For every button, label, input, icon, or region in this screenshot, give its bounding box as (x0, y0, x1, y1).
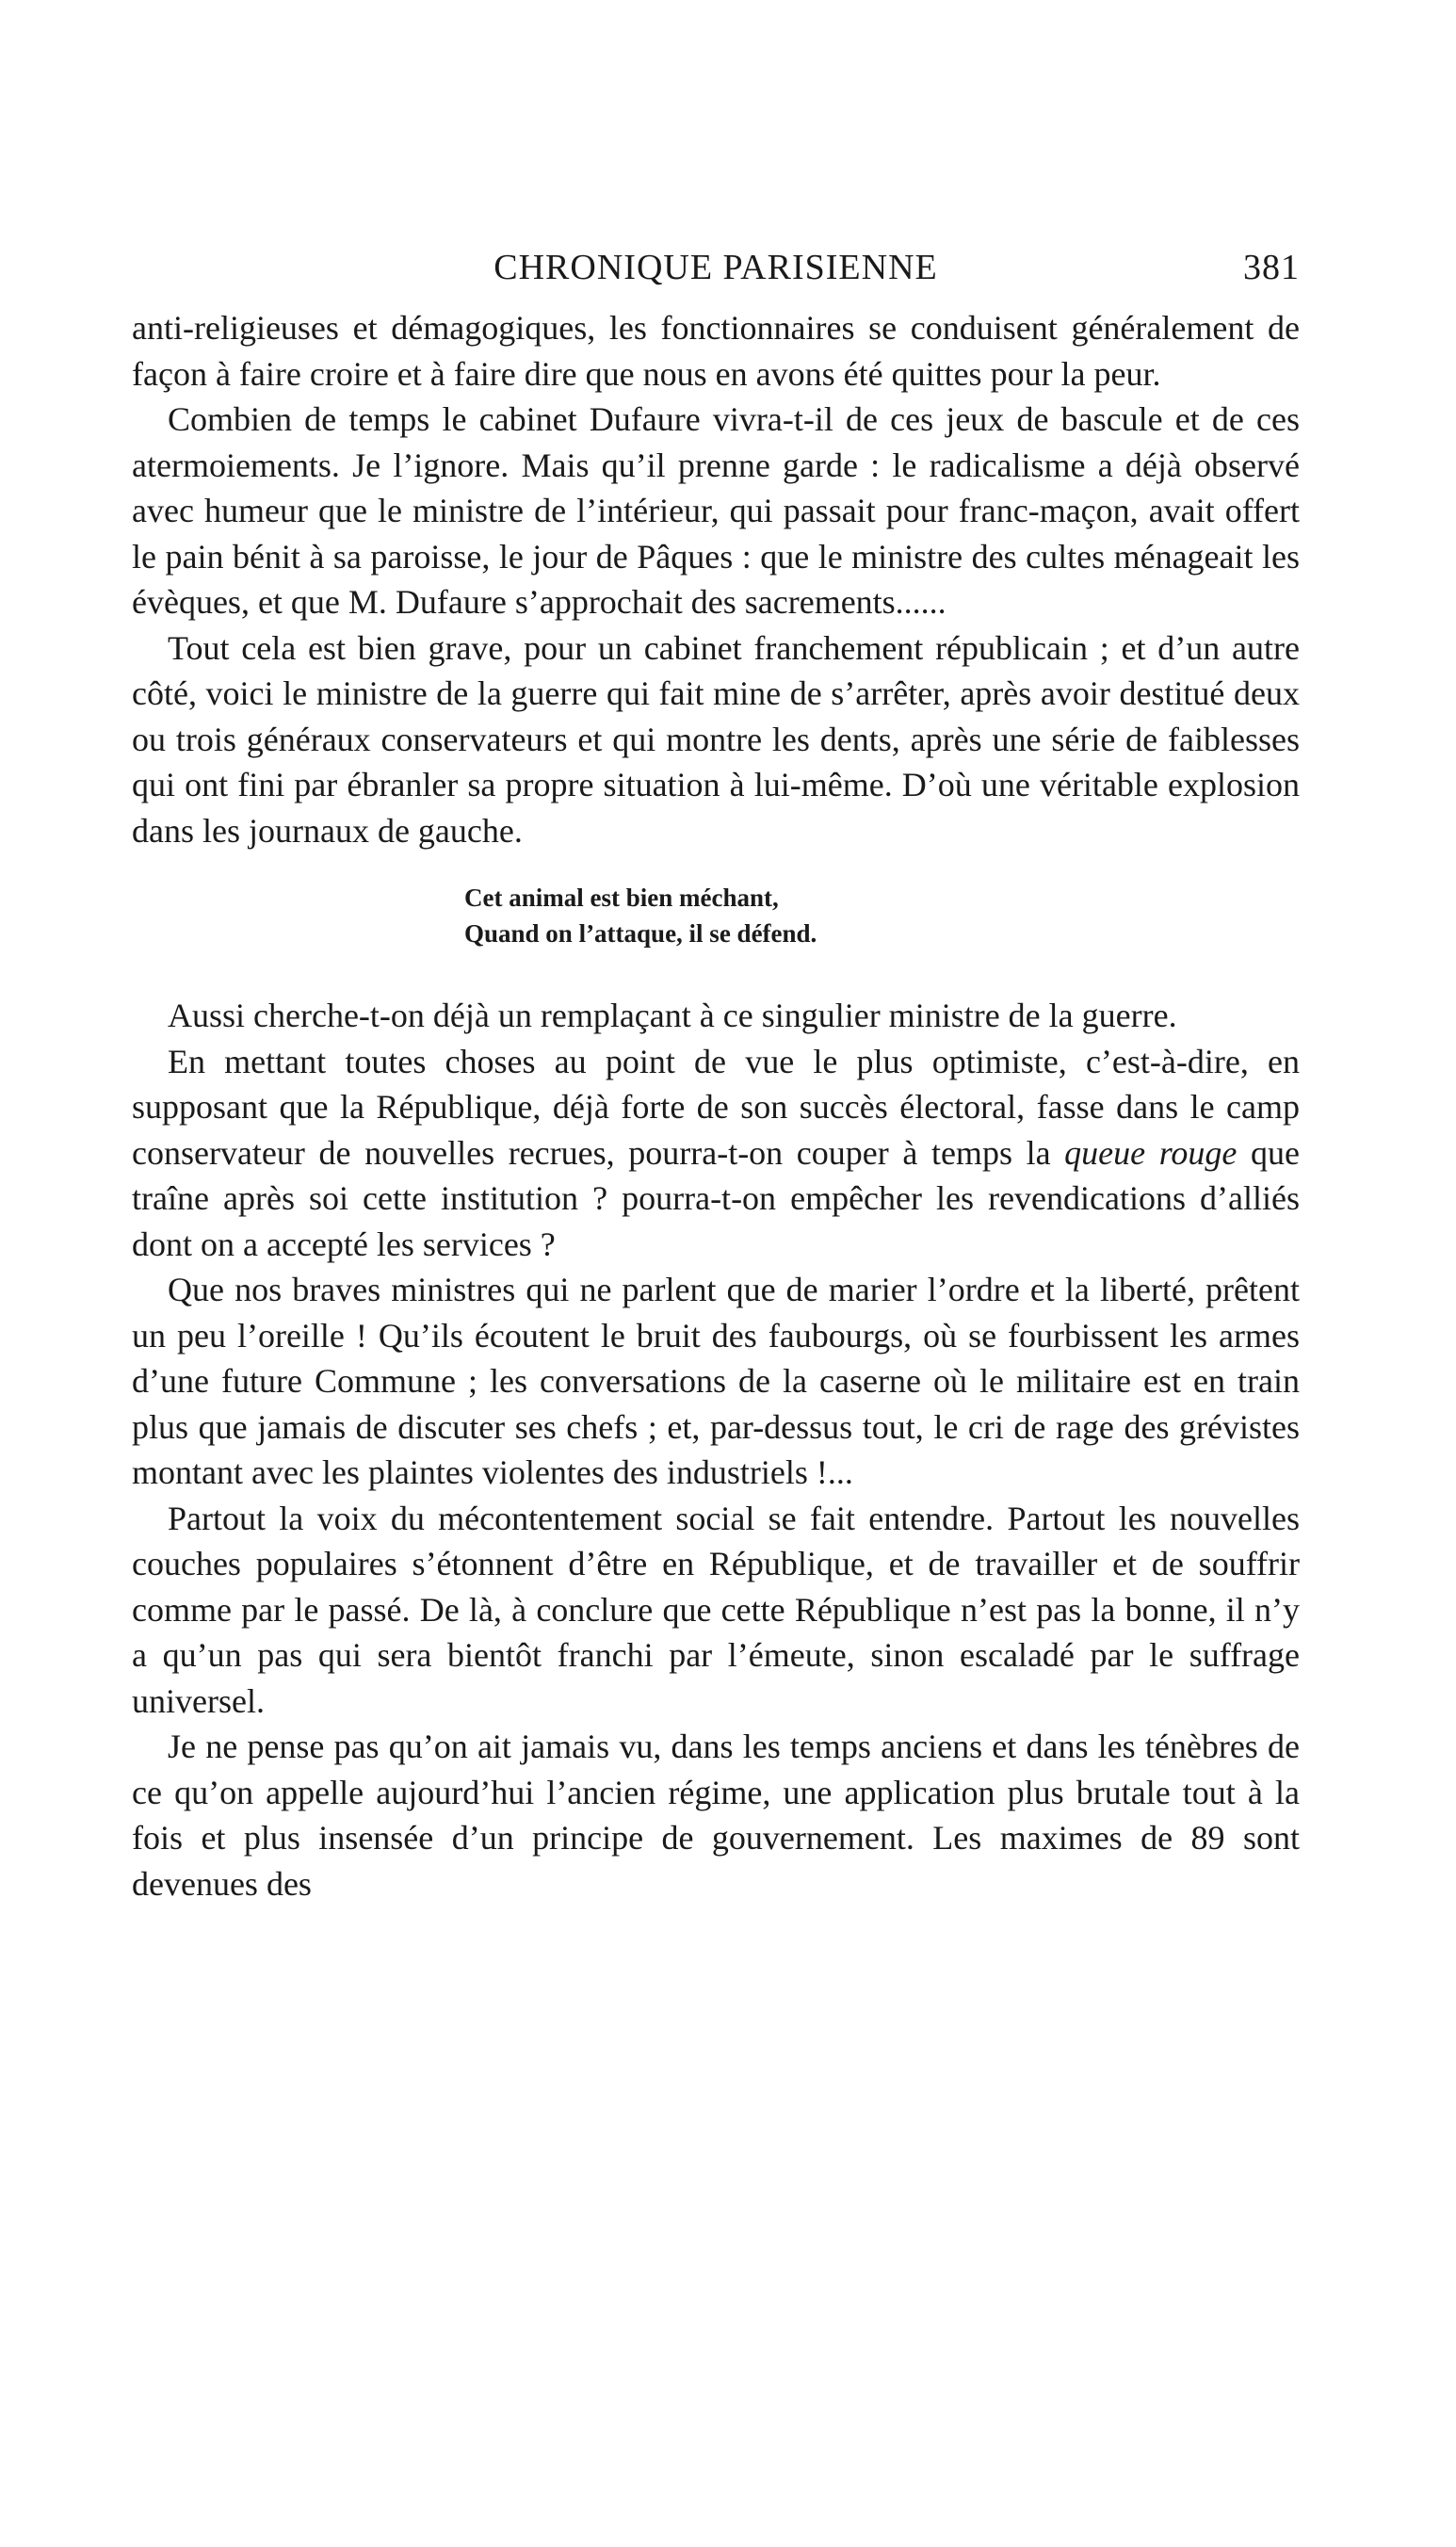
paragraph-ministre-guerre: Tout cela est bien grave, pour un cabinet franchement républicain ; et d’un autre côté, voici le ministre de la guerre qui fait mine de s’arrêter, après avoir destitué deux ou trois généraux conservateurs et qui montre les dents, après une série de faiblesses qui ont fini par ébranler sa propre situation à lui-même. D’où une véritable explosion dans les journaux de gauche. (132, 628, 1300, 850)
running-title: CHRONIQUE PARISIENNE (493, 248, 938, 287)
paragraph-ancien-regime: Je ne pense pas qu’on ait jamais vu, dans les temps anciens et dans les ténèbres de ce qu’on appelle aujourd’hui l’ancien régime, une application plus brutale tout à la fois et plus insensée d’un principe de gouvernement. Les maximes de 89 sont devenues des (132, 1728, 1300, 1903)
paragraph-optimiste-text-end: que traîne après soi cette institution ? pourra-t-on empêcher les revendications d’alliés dont on a accepté les services ? (132, 1133, 1301, 1263)
paragraph-mecontentement: Partout la voix du mécontentement social se fait entendre. Partout les nouvelles couches populaires s’étonnent d’être en République, et de travailler et de souffrir comme par le passé. De là, à conclure que cette République n’est pas la bonne, il n’y a qu’un pas qui sera bientôt franchi par l’émeute, sinon escaladé par le suffrage universel. (132, 1499, 1300, 1720)
paragraph-optimiste-text-start: En mettant toutes choses au point de vue le plus optimiste, c’est-à-dire, en supposant que la République, déjà forte de son succès électoral, fasse dans le camp conservateur de nouvelles recrues, pourra-t-on couper à temps la (132, 1042, 1300, 1172)
paragraph-continued: anti-religieuses et démagogiques, les fonctionnaires se conduisent généralement de façon à faire croire et à faire dire que nous en avons été quittes pour la peur. (132, 309, 1300, 393)
book-page (132, 247, 1300, 1906)
verse-line-1: Cet animal est bien méchant, (464, 884, 779, 912)
paragraph-optimiste (132, 1039, 1300, 1268)
paragraph-remplacant: Aussi cherche-t-on déjà un remplaçant à ce singulier ministre de la guerre. (168, 997, 1177, 1034)
running-head (132, 247, 1300, 303)
paragraph-cabinet-dufaure: Combien de temps le cabinet Dufaure vivra-t-il de ces jeux de bascule et de ces atermoiements. Je l’ignore. Mais qu’il prenne garde : le radicalisme a déjà observé avec humeur que le ministre de l’intérieur, qui passait pour franc-maçon, avait offert le pain bénit à sa paroisse, le jour de Pâques : que le ministre des cultes ménageait les évèques, et que M. Dufaure s’approchait des sacrements...... (132, 400, 1300, 621)
paragraph-braves-ministres: Que nos braves ministres qui ne parlent que de marier l’ordre et la liberté, prêtent un peu l’oreille ! Qu’ils écoutent le bruit des faubourgs, où se fourbissent les armes d’une future Commune ; les conversations de la caserne où le militaire est en train plus que jamais de discuter ses chefs ; et, par-dessus tout, le cri de rage des grévistes montant avec les plaintes violentes des industriels !... (132, 1271, 1300, 1491)
verse-line-2: Quand on l’attaque, il se défend. (464, 919, 817, 948)
queue-rouge-italic: queue rouge (1064, 1133, 1238, 1172)
body-text (132, 305, 1300, 1906)
page-number: 381 (1243, 248, 1300, 287)
verse-quotation (464, 880, 1300, 951)
